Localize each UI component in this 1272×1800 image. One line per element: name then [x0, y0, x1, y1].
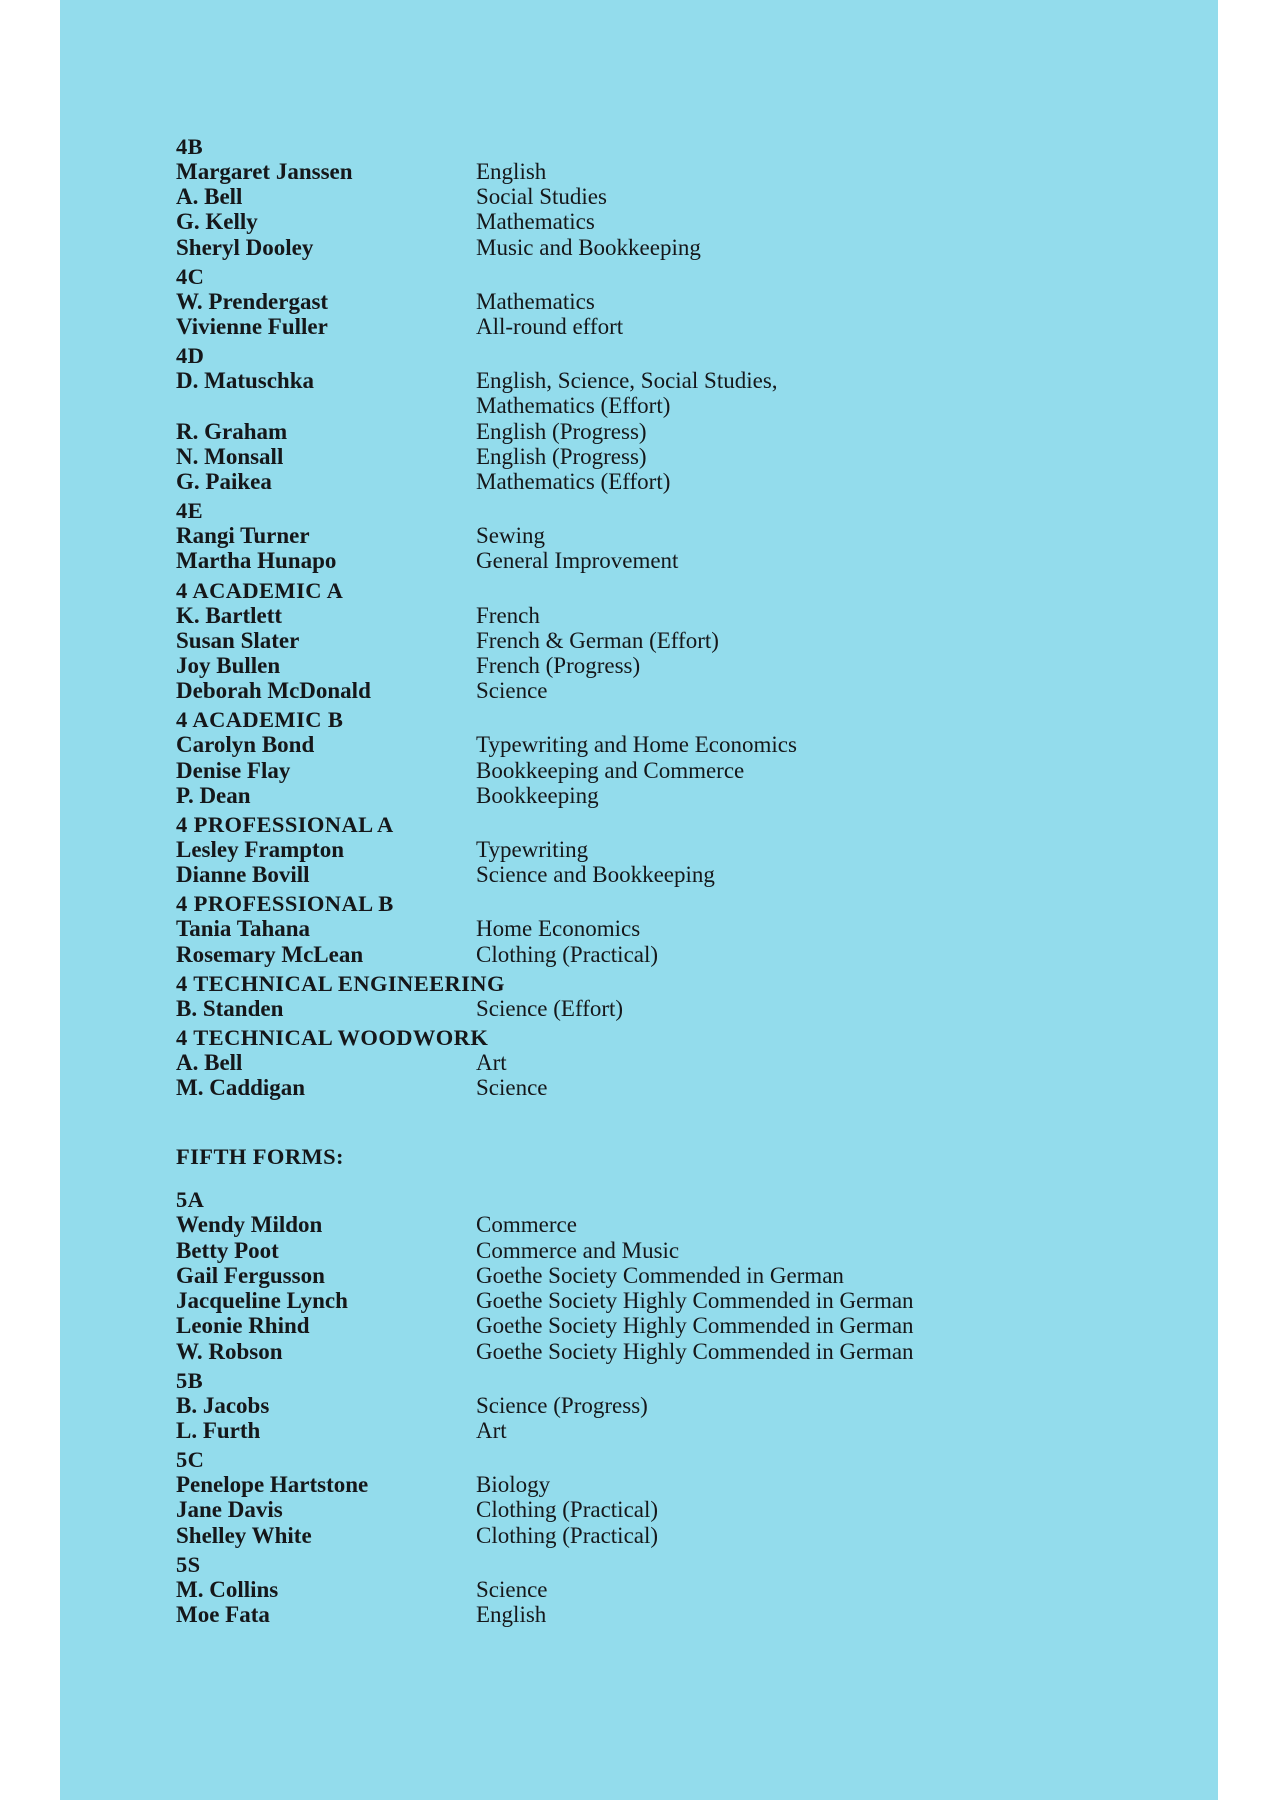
award-subject: Mathematics [476, 209, 595, 235]
award-row [176, 1075, 1176, 1100]
student-name: Penelope Hartstone [176, 1472, 369, 1498]
form-heading: 5B [176, 1367, 204, 1393]
award-row [176, 368, 1176, 418]
student-name: P. Dean [176, 782, 251, 808]
form-group [176, 812, 1176, 887]
award-subject: English [476, 1601, 547, 1627]
fifth-forms-heading: FIFTH FORMS: [176, 1144, 344, 1170]
award-subject: Goethe Society Highly Commended in German [476, 1288, 914, 1314]
award-row [176, 653, 1176, 678]
form-group [176, 343, 1176, 494]
award-subject: Goethe Society Commended in German [476, 1262, 844, 1288]
award-row [176, 1263, 1176, 1288]
award-row [176, 314, 1176, 339]
award-subject: Commerce [476, 1212, 577, 1238]
form-group [176, 891, 1176, 966]
student-name: Rangi Turner [176, 523, 310, 549]
student-name: Leonie Rhind [176, 1313, 310, 1339]
form-group [176, 1447, 1176, 1548]
form-heading: 4B [176, 134, 204, 159]
student-name: A. Bell [176, 184, 243, 210]
award-row [176, 523, 1176, 548]
student-name: Moe Fata [176, 1601, 270, 1627]
award-subject: Typewriting and Home Economics [476, 732, 797, 758]
award-subject: Clothing (Practical) [476, 1522, 659, 1548]
student-name: Gail Fergusson [176, 1262, 325, 1288]
student-name: Dianne Bovill [176, 862, 310, 888]
award-row [176, 758, 1176, 783]
award-subject: French & German (Effort) [476, 627, 719, 653]
award-subject: Bookkeeping [476, 782, 599, 808]
award-row [176, 1497, 1176, 1522]
student-name: A. Bell [176, 1050, 243, 1076]
award-subject: English [476, 159, 547, 184]
award-row [176, 942, 1176, 967]
student-name: M. Collins [176, 1576, 279, 1602]
award-row [176, 289, 1176, 314]
fourth-forms-list [176, 134, 1176, 1100]
student-name: L. Furth [176, 1417, 261, 1443]
award-row [176, 209, 1176, 234]
form-heading: 4 TECHNICAL WOODWORK [176, 1025, 489, 1051]
student-name: N. Monsall [176, 443, 284, 469]
award-row [176, 1577, 1176, 1602]
award-row [176, 184, 1176, 209]
award-subject: Clothing (Practical) [476, 941, 659, 967]
awards-list [176, 134, 1176, 1631]
award-row [176, 548, 1176, 573]
student-name: W. Robson [176, 1338, 283, 1364]
student-name: Betty Poot [176, 1237, 279, 1263]
award-subject: English, Science, Social Studies, Mathematics (Effort) [476, 368, 778, 419]
form-group [176, 971, 1176, 1021]
award-subject: Home Economics [476, 916, 641, 942]
award-subject: Goethe Society Highly Commended in German [476, 1313, 914, 1339]
award-row [176, 1212, 1176, 1237]
document-page [60, 0, 1218, 1800]
student-name: Tania Tahana [176, 916, 311, 942]
student-name: B. Jacobs [176, 1392, 270, 1418]
award-subject: Mathematics (Effort) [476, 469, 671, 495]
award-subject: Science (Effort) [476, 995, 624, 1021]
award-row [176, 1523, 1176, 1548]
award-row [176, 235, 1176, 260]
student-name: Jane Davis [176, 1497, 283, 1523]
award-subject: Science [476, 678, 548, 704]
award-subject: Goethe Society Highly Commended in German [476, 1338, 914, 1364]
award-subject: Bookkeeping and Commerce [476, 757, 745, 783]
award-row [176, 1339, 1176, 1364]
form-heading: 5A [176, 1187, 205, 1213]
award-subject: Typewriting [476, 837, 589, 863]
award-subject: English (Progress) [476, 443, 647, 469]
award-row [176, 469, 1176, 494]
award-row [176, 678, 1176, 703]
fifth-forms-list [176, 1187, 1176, 1627]
student-name: Shelley White [176, 1522, 312, 1548]
student-name: Martha Hunapo [176, 548, 337, 574]
student-name: Carolyn Bond [176, 732, 315, 758]
award-row [176, 783, 1176, 808]
award-subject: Commerce and Music [476, 1237, 680, 1263]
form-heading: 4 PROFESSIONAL B [176, 891, 394, 917]
award-subject: Science and Bookkeeping [476, 862, 715, 888]
form-group [176, 1552, 1176, 1627]
award-subject: General Improvement [476, 548, 679, 574]
award-subject: Art [476, 1417, 507, 1443]
award-row [176, 1418, 1176, 1443]
award-row [176, 159, 1176, 184]
award-subject: Science (Progress) [476, 1392, 648, 1418]
award-row [176, 1238, 1176, 1263]
student-name: D. Matuschka [176, 368, 315, 394]
student-name: W. Prendergast [176, 288, 329, 314]
form-heading: 4E [176, 498, 204, 524]
student-name: Vivienne Fuller [176, 314, 328, 340]
form-heading: 5S [176, 1551, 201, 1577]
form-heading: 4 TECHNICAL ENGINEERING [176, 970, 505, 996]
form-group [176, 1187, 1176, 1363]
student-name: M. Caddigan [176, 1075, 306, 1101]
award-subject: French [476, 602, 540, 628]
award-row [176, 1393, 1176, 1418]
form-heading: 4 ACADEMIC A [176, 577, 344, 603]
form-heading: 4 PROFESSIONAL A [176, 812, 394, 838]
award-subject: Science [476, 1576, 548, 1602]
award-row [176, 996, 1176, 1021]
award-row [176, 732, 1176, 757]
student-name: K. Bartlett [176, 602, 283, 628]
form-group [176, 1368, 1176, 1443]
student-name: Rosemary McLean [176, 941, 364, 967]
award-row [176, 1472, 1176, 1497]
award-subject: English (Progress) [476, 418, 647, 444]
student-name: B. Standen [176, 995, 284, 1021]
award-row [176, 862, 1176, 887]
form-heading: 4 ACADEMIC B [176, 707, 344, 733]
award-row [176, 1602, 1176, 1627]
award-subject: Art [476, 1050, 507, 1076]
award-row [176, 628, 1176, 653]
student-name: Margaret Janssen [176, 159, 353, 184]
form-heading: 5C [176, 1447, 205, 1473]
award-subject: Social Studies [476, 184, 607, 210]
award-row [176, 444, 1176, 469]
student-name: Deborah McDonald [176, 678, 371, 704]
student-name: Lesley Frampton [176, 837, 345, 863]
student-name: G. Kelly [176, 209, 258, 235]
student-name: G. Paikea [176, 469, 272, 495]
form-group [176, 134, 1176, 260]
award-row [176, 916, 1176, 941]
award-subject: Sewing [476, 523, 545, 549]
award-subject: Mathematics [476, 288, 595, 314]
award-row [176, 419, 1176, 444]
student-name: Jacqueline Lynch [176, 1288, 348, 1314]
student-name: Susan Slater [176, 627, 300, 653]
award-subject: Clothing (Practical) [476, 1497, 659, 1523]
student-name: Denise Flay [176, 757, 291, 783]
form-group [176, 707, 1176, 808]
form-group [176, 1025, 1176, 1100]
form-heading: 4D [176, 343, 205, 369]
award-row [176, 1313, 1176, 1338]
award-row [176, 603, 1176, 628]
student-name: Sheryl Dooley [176, 234, 314, 260]
award-row [176, 1288, 1176, 1313]
student-name: Joy Bullen [176, 653, 281, 679]
award-subject: Biology [476, 1472, 551, 1498]
form-heading: 4C [176, 263, 205, 289]
award-row [176, 837, 1176, 862]
student-name: Wendy Mildon [176, 1212, 323, 1238]
form-group [176, 498, 1176, 573]
form-group [176, 264, 1176, 339]
student-name: R. Graham [176, 418, 288, 444]
award-subject: All-round effort [476, 314, 624, 340]
award-subject: Science [476, 1075, 548, 1101]
award-row [176, 1050, 1176, 1075]
award-subject: Music and Bookkeeping [476, 234, 701, 260]
form-group [176, 578, 1176, 704]
award-subject: French (Progress) [476, 653, 641, 679]
